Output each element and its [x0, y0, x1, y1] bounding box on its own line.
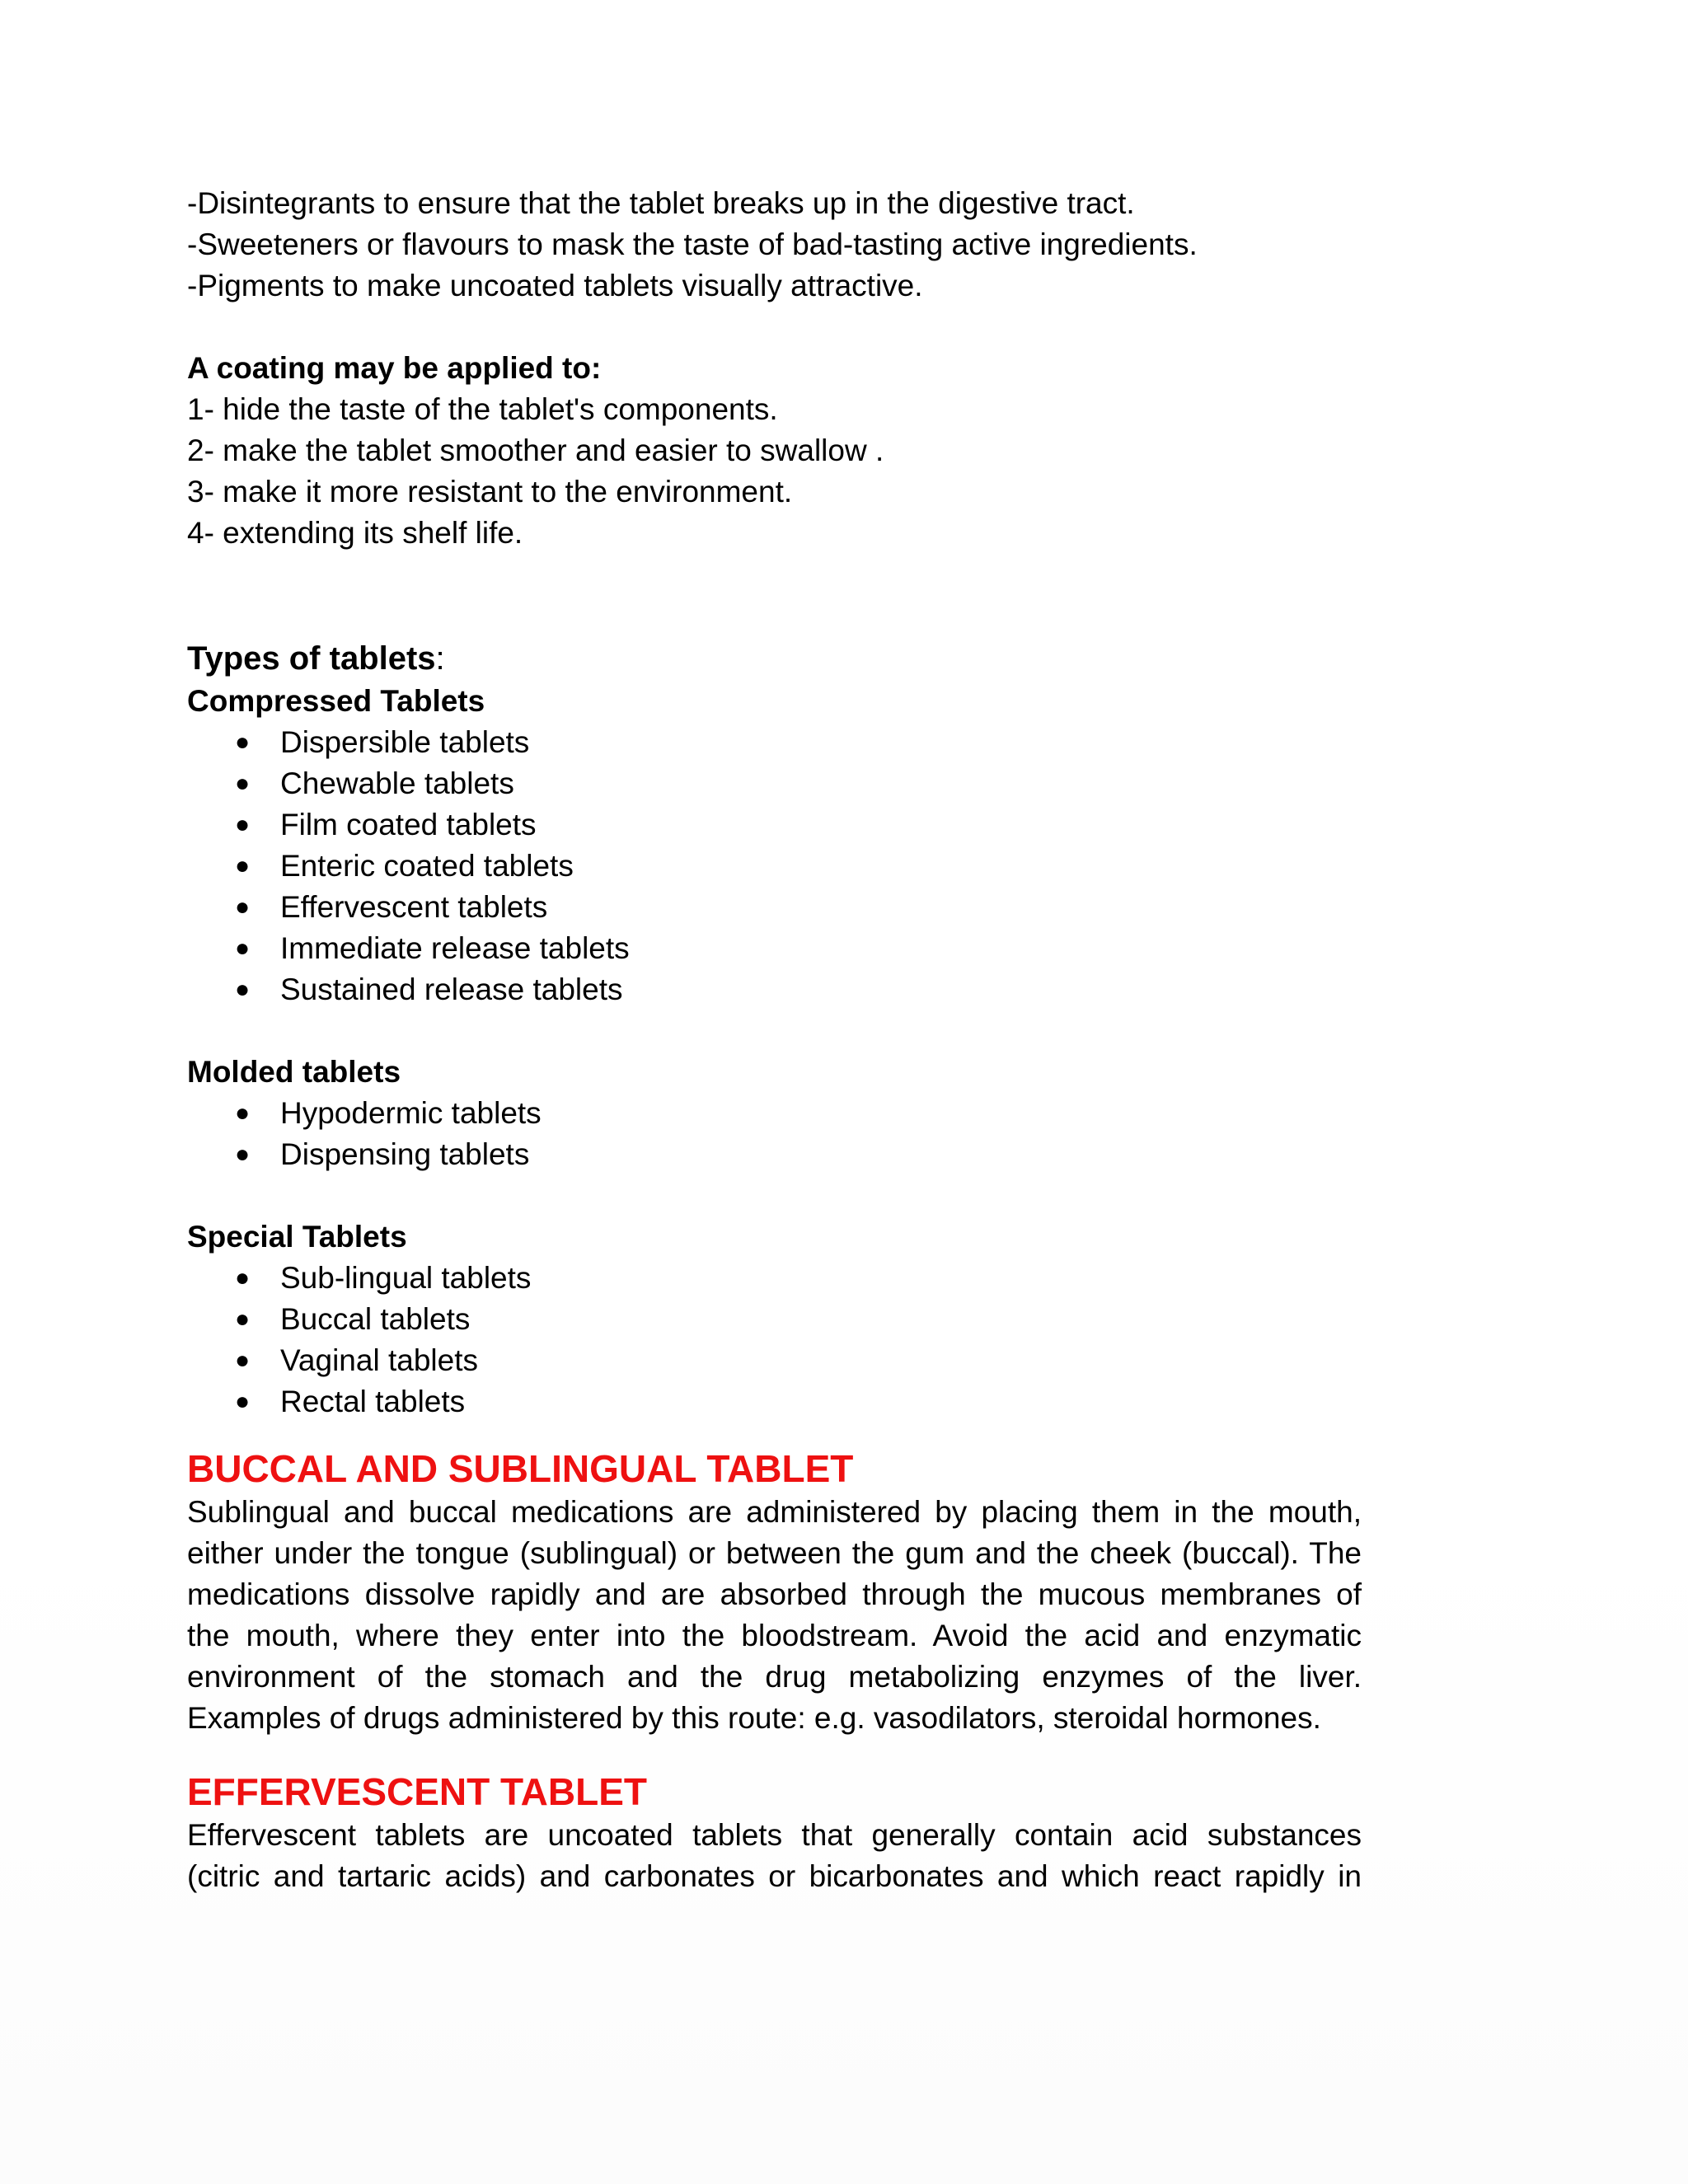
- effervescent-paragraph: [187, 1815, 1362, 1897]
- group-title-special: Special Tablets: [187, 1220, 407, 1254]
- effervescent-section-title: EFFERVESCENT TABLET: [187, 1770, 647, 1813]
- bullet-icon: ●: [235, 976, 251, 1003]
- coating-item: 3- make it more resistant to the environment.: [187, 475, 793, 509]
- bullet-icon: ●: [235, 729, 251, 756]
- coating-item: 2- make the tablet smoother and easier to swallow .: [187, 434, 884, 467]
- bullet-icon: ●: [235, 770, 251, 797]
- list-item-label: Effervescent tablets: [280, 890, 548, 924]
- spacer: [187, 1175, 1362, 1216]
- list-item: [187, 1381, 1362, 1422]
- intro-line-sweeteners: -Sweeteners or flavours to mask the taste of bad-tasting active ingredients.: [187, 227, 1198, 261]
- list-item: [187, 763, 1362, 804]
- bullet-icon: ●: [235, 852, 251, 879]
- bullet-icon: ●: [235, 935, 251, 962]
- buccal-section-title: BUCCAL AND SUBLINGUAL TABLET: [187, 1447, 854, 1490]
- bullet-icon: ●: [235, 1099, 251, 1127]
- types-heading-colon: :: [435, 640, 445, 677]
- intro-line-pigments: -Pigments to make uncoated tablets visually attractive.: [187, 269, 923, 302]
- bullet-icon: ●: [235, 811, 251, 838]
- bullet-icon: ●: [235, 1264, 251, 1291]
- list-item-label: Rectal tablets: [280, 1385, 466, 1418]
- group-title-molded: Molded tablets: [187, 1055, 401, 1089]
- list-item-label: Film coated tablets: [280, 808, 537, 841]
- coating-item: 4- extending its shelf life.: [187, 516, 523, 550]
- spacer: [187, 554, 1362, 636]
- coating-item: 1- hide the taste of the tablet's components.: [187, 392, 778, 426]
- paragraph-line: environment of the stomach and the drug metabolizing enzymes of the liver.: [187, 1660, 1362, 1694]
- list-item-label: Enteric coated tablets: [280, 849, 574, 883]
- buccal-paragraph: [187, 1492, 1362, 1739]
- compressed-list: [187, 722, 1362, 1010]
- list-item-label: Sub-lingual tablets: [280, 1261, 532, 1295]
- list-item: [187, 804, 1362, 846]
- bullet-icon: ●: [235, 1347, 251, 1374]
- list-item: [187, 1299, 1362, 1340]
- list-item: [187, 722, 1362, 763]
- spacer: [187, 1010, 1362, 1052]
- list-item: [187, 846, 1362, 887]
- list-item: [187, 1134, 1362, 1175]
- paragraph-line: Effervescent tablets are uncoated tablets that generally contain acid substances: [187, 1818, 1362, 1852]
- paragraph-line: medications dissolve rapidly and are absorbed through the mucous membranes of: [187, 1577, 1362, 1611]
- paragraph-line: the mouth, where they enter into the bloodstream. Avoid the acid and enzymatic: [187, 1619, 1362, 1652]
- list-item-label: Buccal tablets: [280, 1302, 471, 1336]
- list-item-label: Immediate release tablets: [280, 931, 630, 965]
- paragraph-line: Sublingual and buccal medications are administered by placing them in the mouth,: [187, 1495, 1362, 1529]
- list-item: [187, 1340, 1362, 1381]
- list-item-label: Vaginal tablets: [280, 1343, 478, 1377]
- bullet-icon: ●: [235, 1388, 251, 1415]
- list-item: [187, 887, 1362, 928]
- bullet-icon: ●: [235, 893, 251, 921]
- types-heading-label: Types of tablets: [187, 640, 436, 677]
- paragraph-line: Examples of drugs administered by this route: e.g. vasodilators, steroidal hormones.: [187, 1701, 1321, 1735]
- list-item: [187, 969, 1362, 1010]
- spacer: [187, 307, 1362, 348]
- coating-heading: A coating may be applied to:: [187, 351, 602, 385]
- list-item-label: Sustained release tablets: [280, 972, 623, 1006]
- list-item-label: Hypodermic tablets: [280, 1096, 542, 1130]
- list-item: [187, 1258, 1362, 1299]
- bullet-icon: ●: [235, 1305, 251, 1333]
- group-title-compressed: Compressed Tablets: [187, 684, 485, 718]
- paragraph-line: (citric and tartaric acids) and carbonates or bicarbonates and which react rapidly in: [187, 1859, 1362, 1893]
- list-item-label: Dispersible tablets: [280, 725, 530, 759]
- molded-list: [187, 1093, 1362, 1175]
- list-item-label: Chewable tablets: [280, 766, 514, 800]
- intro-line-disintegrants: -Disintegrants to ensure that the tablet breaks up in the digestive tract.: [187, 186, 1135, 220]
- list-item-label: Dispensing tablets: [280, 1137, 530, 1171]
- bullet-icon: ●: [235, 1141, 251, 1168]
- special-list: [187, 1258, 1362, 1422]
- paragraph-line: either under the tongue (sublingual) or between the gum and the cheek (buccal). The: [187, 1536, 1362, 1570]
- list-item: [187, 928, 1362, 969]
- types-heading: [187, 636, 1362, 681]
- list-item: [187, 1093, 1362, 1134]
